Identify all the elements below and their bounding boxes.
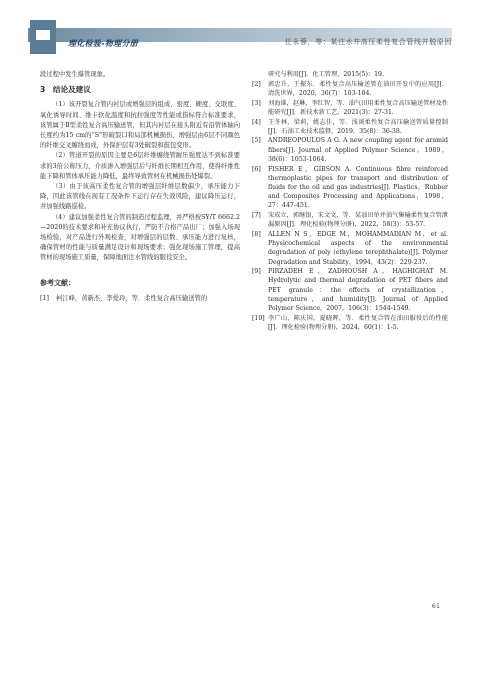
- reference-text: ANDREOPOULOS A G. A new coupling agent for aramid fibers[J]. Journal of Applied Polymer Science，1989，38(6)：1053-1064.: [268, 137, 448, 163]
- reference-text: 研究与利用[J]．化工管理，2015(5)：19.: [268, 71, 384, 78]
- reference-number: [7]: [252, 212, 261, 220]
- reference-text: 郭忠升，王振东．柔性复合高压输送管在油田开发中的应用[J]．清洗世界，2020，36(7)：103-104.: [268, 80, 448, 97]
- reference-item: [252, 267, 448, 313]
- reference-item: [252, 80, 448, 98]
- reference-text: 王冬林，梁莉，姚志佳，等．浅谈柔性复合高压输送管质量控制[J]．石油工业技术监督，2019，35(8)：36-38.: [268, 118, 448, 135]
- reference-number: [5]: [252, 137, 261, 145]
- reference-item: [252, 70, 448, 79]
- journal-name: 理化检验-物理分册: [68, 39, 139, 48]
- reference-number: [1]: [40, 294, 49, 302]
- reference-text: PIRZADEH E，ZADHOUSH A，HAGHIGHAT M. Hydrolytic and thermal degradation of PET fibers and PET granule：the effects of crystallization，temperature，and humidity[J]. Journal of Applied Polymer Science，2007，106(3)：1544-1549.: [268, 268, 448, 313]
- reference-number: [4]: [252, 118, 261, 126]
- reference-item: [252, 314, 448, 332]
- reference-number: [9]: [252, 268, 261, 276]
- reference-text: FISHER E，GIBSON A. Continuous fibre reinforced thermoplastic pipes for transport and distribution of fluids for the oil and gas industries[J]. Plastics，Rubber and Composites Processing and Applications，1998，27：447-451.: [268, 165, 448, 210]
- reference-item: [252, 165, 448, 211]
- page-number: 61: [431, 602, 440, 610]
- reference-number: [10]: [252, 314, 265, 322]
- reference-item: [252, 99, 448, 117]
- reference-item: [252, 136, 448, 164]
- conclusion-paragraph: （3）由于该高压柔性复合管的增强层纤维层数偏少，承压能力下降，因此该管线在现有工况条件下运行存在失效风险，建议降压运行，并加强线路巡检。: [40, 183, 240, 211]
- section-title: 3 结论及建议: [40, 85, 91, 95]
- reference-text: 李广山，陈庆国，夏晓晖，等．柔性复合管在油田服役后的性能[J]．理化检验(物理分册)，2024，60(1)：1-5.: [268, 314, 448, 331]
- reference-number: [3]: [252, 99, 261, 107]
- reference-number: [252, 70, 268, 79]
- reference-number: [2]: [252, 80, 261, 88]
- reference-item: [252, 211, 448, 229]
- reference-item: [252, 230, 448, 267]
- page-header: [28, 20, 452, 54]
- reference-item: [40, 294, 240, 304]
- journal-logo-icon: [30, 20, 56, 54]
- conclusion-paragraph: （4）建议加强柔性复合管的制造过程监理，并严格按SY/T 6662.2—2020的技术要求和补充协议执行，严防不合格产品出厂；加强入场现场检验，对产品进行外观检查，对增强层的层数、承压能力进行复核，确保管材的性能与质量满足设计和现场要求；强化现场施工管理，提高管材的现场施工质量，保障地面注水管线的服役安全。: [40, 213, 240, 262]
- reference-number: [6]: [252, 165, 261, 173]
- right-column: [252, 70, 448, 333]
- conclusion-paragraph: （2）管道开裂的原因主要是6层纤维缠绕管耐压强度达不到标准要求的3倍公称压力，介质渗入增强层后与纤维长期相互作用，使得纤维性能下降和管体承压能力降低，最终导致管材在机械损伤处爆裂。: [40, 152, 240, 180]
- reference-text: 宋成立，郭继银，宋文文，等．某油田单井油气集输柔性复合管泄漏原因[J]．理化检验(物理分册)，2022，58(3)：53-57.: [268, 212, 448, 229]
- left-column: [40, 70, 240, 305]
- running-head: 任永蓉，等：某注水井高压柔性复合管线井脱原因: [284, 38, 452, 46]
- reference-text: 刘海谁，赵琳，李红智，等．油气田用柔性复合高压输送管材及性能研究[J]．新技术新工艺，2021(3)：27-31.: [268, 99, 448, 116]
- reference-number: [8]: [252, 230, 261, 238]
- reference-text: 柯江峰，黄新杰，李爱玲，等．柔性复合高压输送管的: [56, 294, 208, 302]
- references-title: 参考文献：: [40, 278, 75, 287]
- reference-text: ALLEN N S，EDGE M，MOHAMMADIAN M，et al. Physicochemical aspects of the environmental degradation of poly (ethylene terephthalate)[J]. Polymer Degradation and Stability，1994，43(2)：229-237.: [268, 230, 448, 266]
- conclusion-paragraph: （1）该开裂复合管内衬层或增强层的组成、密度、硬度、交联度、氧化诱导时间、维卡软化温度和抗拉强度等性能或指标符合标准要求，该管属于Ⅱ型柔性复合高压输送管，但其内衬层在接头附近有沿管体轴向长度约为15 cm的“S”形破裂口和局部机械损伤，增强层由6层不同颜色的纤维交叉缠绕而成，外保护层有3处破裂和鼓包变形。: [40, 101, 240, 150]
- intro-line: 段过程中发生爆管现象。: [40, 71, 110, 78]
- reference-item: [252, 118, 448, 136]
